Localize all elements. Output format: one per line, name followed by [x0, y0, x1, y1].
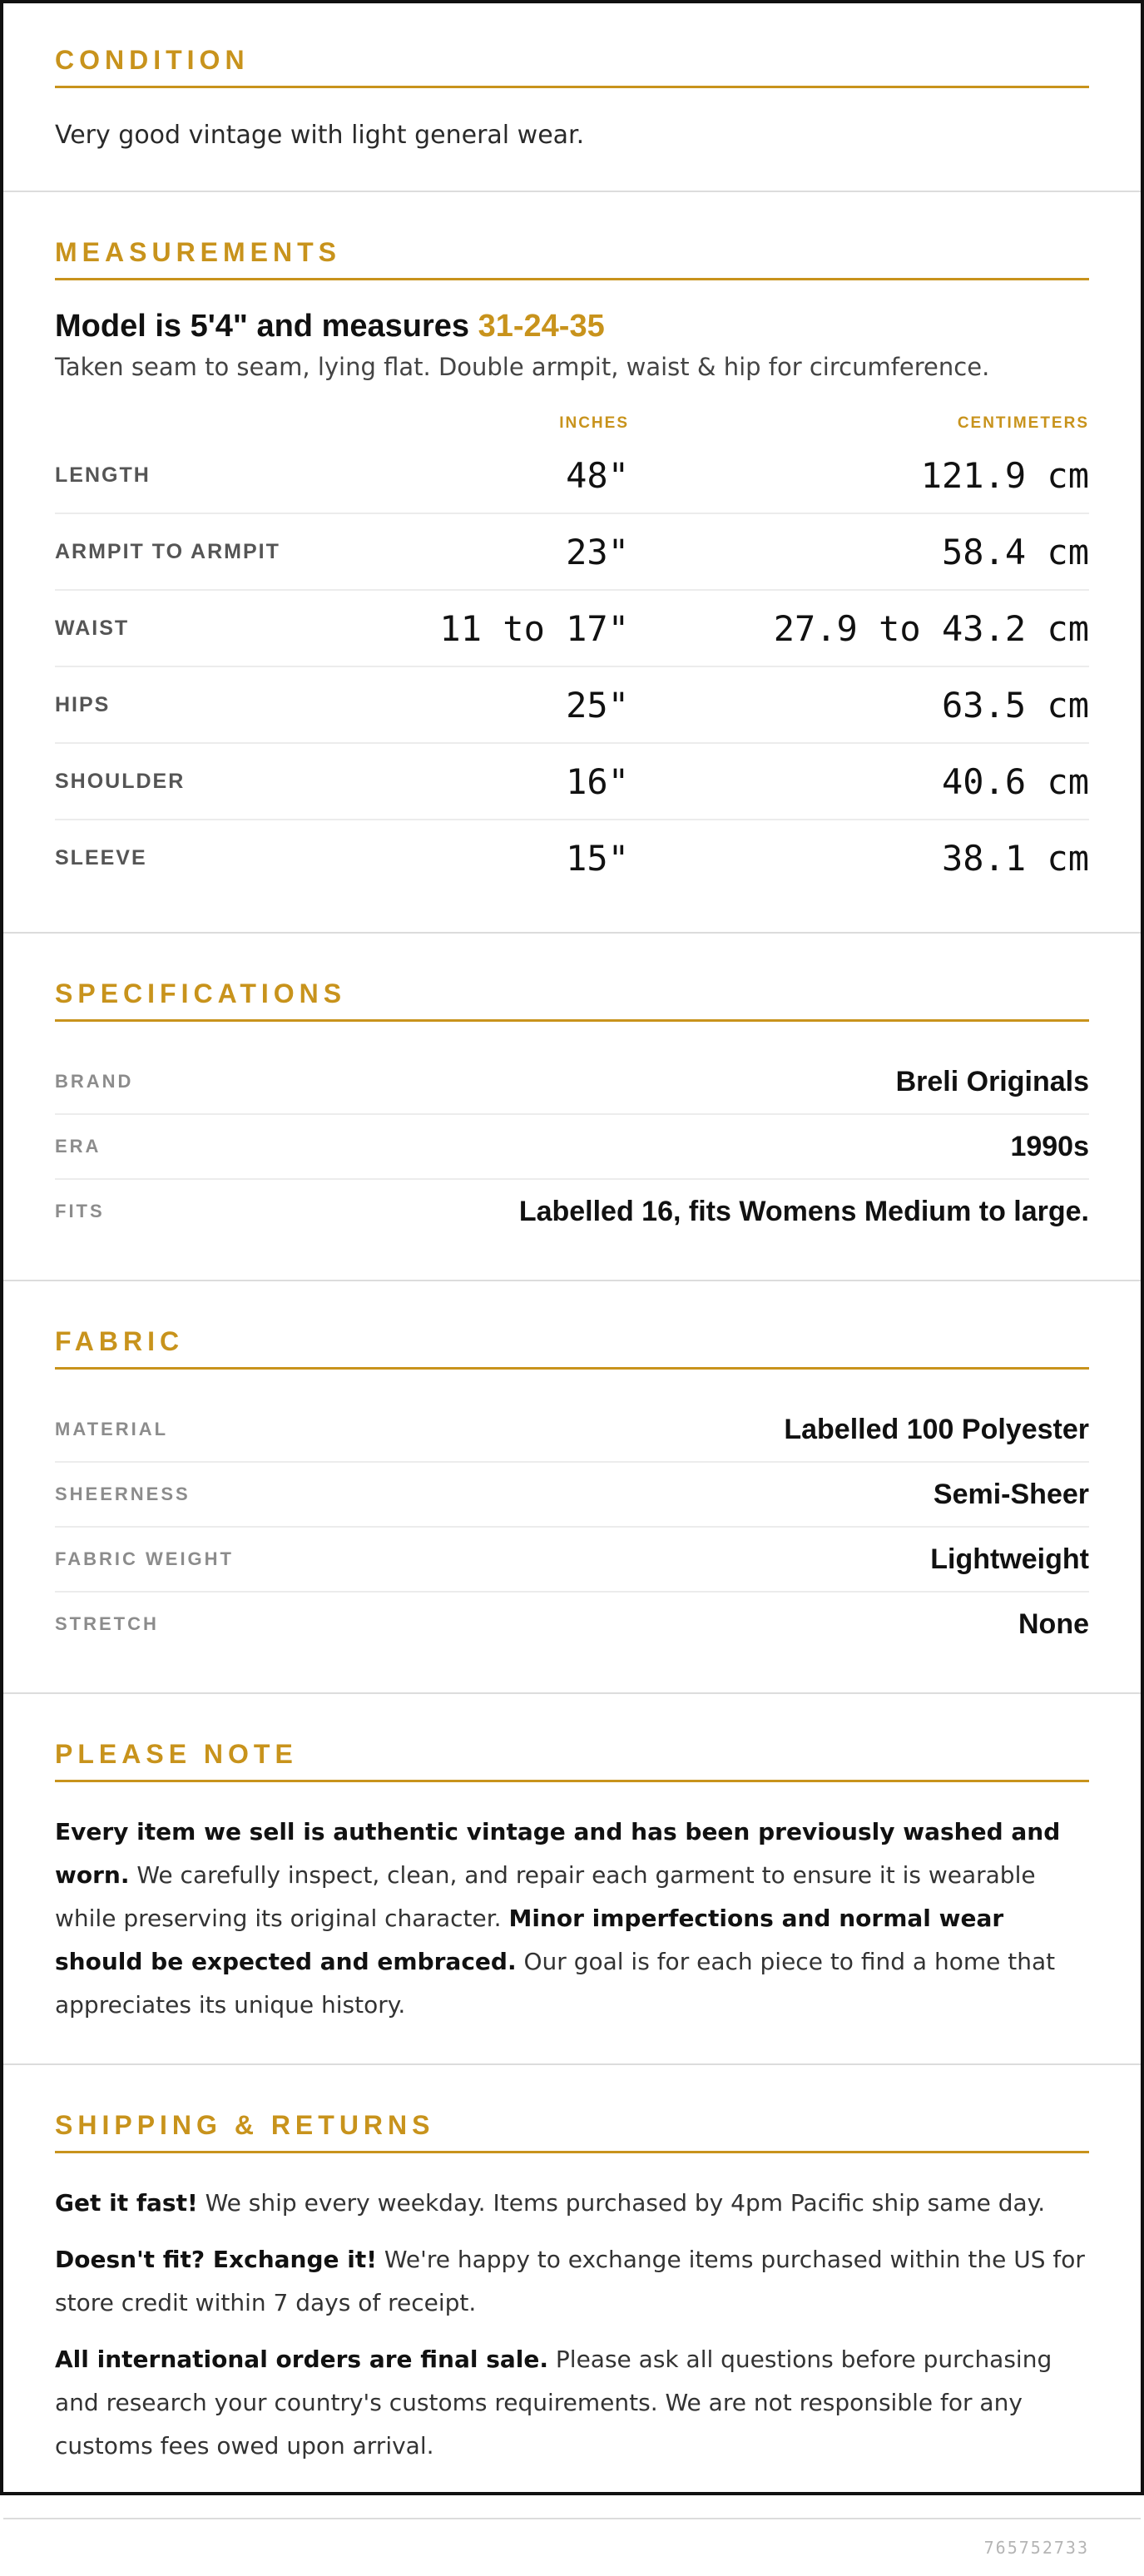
- fabric-row-sheerness: [55, 1463, 1089, 1528]
- fabric-key: FABRIC WEIGHT: [55, 1548, 234, 1569]
- fabric-key: STRETCH: [55, 1613, 159, 1634]
- measurement-label: LENGTH: [55, 463, 151, 487]
- fabric-row-stretch: [55, 1593, 1089, 1656]
- please-note-section: [3, 1694, 1141, 2065]
- product-id-footer: [3, 2519, 1141, 2576]
- shipping-bold: All international orders are final sale.: [55, 2346, 549, 2373]
- fabric-value: Labelled 100 Polyester: [784, 1413, 1089, 1445]
- measurement-label: SHOULDER: [55, 769, 186, 793]
- model-prefix: Model is 5'4" and measures: [55, 309, 478, 344]
- fabric-value: Lightweight: [930, 1543, 1089, 1575]
- shipping-section: [3, 2065, 1141, 2519]
- measurement-row-sleeve: [55, 820, 1089, 895]
- measurement-row-hips: [55, 667, 1089, 744]
- note-text-2: Our goal is for each piece to find a home that appreciates its unique history.: [55, 1948, 1056, 2019]
- measurement-inches: 16": [566, 760, 629, 802]
- fabric-section: [3, 1281, 1141, 1694]
- note-bold-1: Every item we sell is authentic vintage and has been previously washed and worn.: [55, 1818, 1061, 1889]
- measurement-label: ARMPIT TO ARMPIT: [55, 539, 280, 563]
- measurement-cm: 27.9 to 43.2 cm: [773, 607, 1089, 649]
- spec-key: ERA: [55, 1136, 102, 1157]
- measurement-row-length: [55, 438, 1089, 514]
- specifications-section: [3, 934, 1141, 1281]
- note-bold-2: Minor imperfections and normal wear should be expected and embraced.: [55, 1905, 1004, 1975]
- model-figures: 31-24-35: [478, 309, 605, 344]
- measurement-cm: 38.1 cm: [941, 837, 1089, 879]
- measurements-heading: MEASUREMENTS: [55, 237, 1089, 280]
- note-text-1: We carefully inspect, clean, and repair each garment to ensure it is wearable while preserving its original character.: [55, 1861, 1036, 1932]
- please-note-text: [55, 1811, 1089, 2027]
- spec-value: Breli Originals: [895, 1065, 1089, 1097]
- spec-value: Labelled 16, fits Womens Medium to large.: [518, 1195, 1089, 1227]
- fabric-row-weight: [55, 1528, 1089, 1593]
- shipping-text: We ship every weekday. Items purchased by 4pm Pacific ship same day.: [197, 2189, 1046, 2217]
- fabric-key: SHEERNESS: [55, 1484, 191, 1504]
- measurement-label: SLEEVE: [55, 845, 147, 869]
- measurement-label: WAIST: [55, 616, 130, 640]
- condition-heading: CONDITION: [55, 45, 1089, 88]
- spec-row-fits: [55, 1180, 1089, 1243]
- measurement-label: HIPS: [55, 692, 111, 716]
- condition-text: Very good vintage with light general wear.: [55, 121, 585, 150]
- spec-key: BRAND: [55, 1071, 134, 1092]
- shipping-bold: Doesn't fit? Exchange it!: [55, 2246, 377, 2273]
- measurement-cm: 63.5 cm: [941, 684, 1089, 726]
- measurement-cm: 121.9 cm: [920, 454, 1089, 496]
- fabric-value: Semi-Sheer: [933, 1478, 1089, 1510]
- fabric-row-material: [55, 1398, 1089, 1463]
- shipping-heading: SHIPPING & RETURNS: [55, 2110, 1089, 2153]
- fabric-value: None: [1018, 1608, 1089, 1640]
- please-note-heading: PLEASE NOTE: [55, 1739, 1089, 1782]
- measurement-cm: 58.4 cm: [941, 531, 1089, 572]
- measurement-row-shoulder: [55, 744, 1089, 820]
- measurements-header-row: [55, 409, 1089, 438]
- product-id: 765752733: [983, 2538, 1089, 2558]
- shipping-text: Please ask all questions before purchasing and research your country's customs requirements. We are not responsible for any customs fees owed upon arrival.: [55, 2346, 1052, 2460]
- measurement-cm: 40.6 cm: [941, 760, 1089, 802]
- measurement-inches: 23": [566, 531, 629, 572]
- measurement-inches: 48": [566, 454, 629, 496]
- measurements-subtitle: Taken seam to seam, lying flat. Double armpit, waist & hip for circumference.: [55, 353, 990, 381]
- shipping-text: We're happy to exchange items purchased within the US for store credit within 7 days of receipt.: [55, 2246, 1085, 2316]
- fabric-key: MATERIAL: [55, 1419, 169, 1439]
- measurements-section: [3, 192, 1141, 934]
- measurement-inches: 25": [566, 684, 629, 726]
- measurement-inches: 15": [566, 837, 629, 879]
- condition-section: [3, 3, 1141, 192]
- shipping-bold: Get it fast!: [55, 2189, 198, 2217]
- spec-value: 1990s: [1010, 1130, 1089, 1162]
- spec-row-era: [55, 1115, 1089, 1180]
- shipping-paragraph-3: [55, 2338, 1089, 2468]
- specifications-heading: SPECIFICATIONS: [55, 978, 1089, 1022]
- fabric-heading: FABRIC: [55, 1326, 1089, 1370]
- measurements-table: [55, 409, 1089, 895]
- measurement-row-waist: [55, 591, 1089, 667]
- model-measurements: [55, 309, 1089, 344]
- spec-row-brand: [55, 1050, 1089, 1115]
- measurement-row-armpit: [55, 514, 1089, 591]
- measurement-inches: 11 to 17": [439, 607, 629, 649]
- centimeters-column-header: CENTIMETERS: [957, 414, 1089, 432]
- spec-key: FITS: [55, 1201, 105, 1221]
- shipping-paragraph-2: [55, 2238, 1089, 2325]
- inches-column-header: INCHES: [559, 414, 629, 432]
- shipping-paragraph-1: [55, 2182, 1089, 2225]
